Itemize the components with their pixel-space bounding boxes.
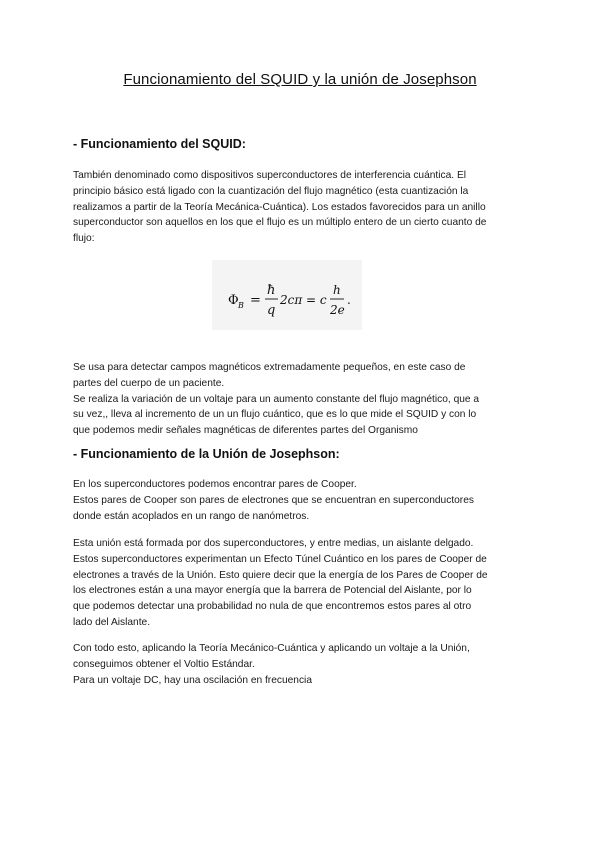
text-line: lado del Aislante. xyxy=(73,616,151,628)
eq-frac1-den: q xyxy=(267,303,276,318)
section-heading-squid: - Funcionamiento del SQUID: xyxy=(73,137,246,151)
paragraph-voltage-standard xyxy=(73,641,533,688)
paragraph-junction-structure xyxy=(73,536,533,631)
text-line: los electrones están a una mayor energía que la barrera de Potencial del Aislante, por lo xyxy=(73,585,472,597)
flux-quantum-equation xyxy=(212,260,362,330)
eq-phi-sub: B xyxy=(238,301,244,310)
text-line: que podemos medir señales magnéticas de diferentes partes del Organismo xyxy=(73,425,418,437)
eq-middle: 2cπ = c xyxy=(280,293,327,307)
text-line: En los superconductores podemos encontrar pares de Cooper. xyxy=(73,479,357,490)
text-line: También denominado como dispositivos superconductores de interferencia cuántica. El xyxy=(73,170,467,181)
text-line: flujo: xyxy=(73,233,95,245)
paragraph-cooper-pairs xyxy=(73,477,533,524)
document-title: Funcionamiento del SQUID y la unión de Josephson xyxy=(123,71,477,88)
text-line: superconductor son aquellos en los que el flujo es un múltiplo entero de un cierto cuanto de xyxy=(73,217,487,229)
text-line: Estos pares de Cooper son pares de electrones que se encuentran en superconductores xyxy=(73,494,474,506)
text-line: Se usa para detectar campos magnéticos extremadamente pequeños, en este caso de xyxy=(73,362,466,373)
text-line: partes del cuerpo de un paciente. xyxy=(73,377,225,389)
text-line: Con todo esto, aplicando la Teoría Mecánico-Cuántica y aplicando un voltaje a la Unión, xyxy=(73,643,470,654)
text-line: realizamos a partir de la Teoría Mecánica-Cuántica). Los estados favorecidos para un anillo xyxy=(73,201,486,213)
text-line: electrones a través de la Unión. Esto quiere decir que la energía de los Pares de Cooper de xyxy=(73,569,488,581)
eq-frac1-num: ħ xyxy=(267,283,276,298)
eq-end: . xyxy=(347,293,351,307)
text-line: su vez,, lleva al incremento de un un flujo cuántico, que es lo que mide el SQUID y con lo xyxy=(73,409,477,421)
section-heading-josephson: - Funcionamiento de la Unión de Josephson: xyxy=(73,447,340,461)
text-line: Esta unión está formada por dos superconductores, y entre medias, un aislante delgado. xyxy=(73,538,474,549)
eq-frac2-den: 2e xyxy=(330,303,345,317)
text-line: principio básico está ligado con la cuantización del flujo magnético (esta cuantización la xyxy=(73,185,469,197)
eq-equals: = xyxy=(250,293,261,308)
eq-frac2-num: h xyxy=(333,283,341,297)
text-line: Para un voltaje DC, hay una oscilación en frecuencia xyxy=(73,674,312,686)
text-line: donde están acoplados en un rango de nanómetros. xyxy=(73,510,310,522)
text-line: que podemos detectar una probabilidad no nula de que encontremos estos pares al otro xyxy=(73,601,472,613)
paragraph-squid-intro xyxy=(73,168,533,247)
text-line: Estos superconductores experimentan un Efecto Túnel Cuántico en los pares de Cooper de xyxy=(73,553,487,565)
equation-svg xyxy=(212,260,362,330)
text-line: conseguimos obtener el Voltio Estándar. xyxy=(73,658,255,670)
eq-phi: Φ xyxy=(228,293,239,308)
paragraph-squid-usage xyxy=(73,360,533,439)
text-line: Se realiza la variación de un voltaje para un aumento constante del flujo magnético, que a xyxy=(73,393,480,405)
